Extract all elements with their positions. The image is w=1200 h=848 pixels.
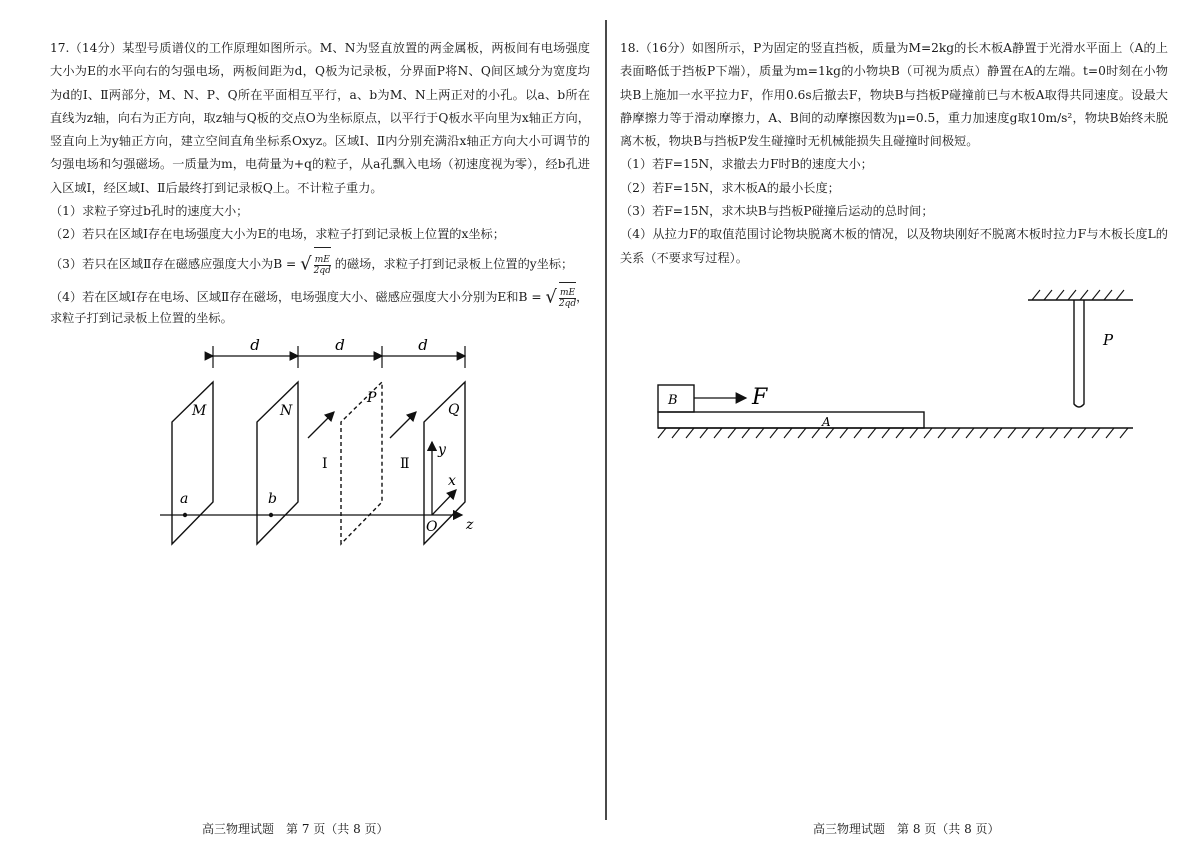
q18-sub4: （4）从拉力F的取值范围讨论物块脱离木板的情况，以及物块刚好不脱离木板时拉力F与木板长度L的关系（不要求写过程）。: [620, 227, 1168, 265]
q17-sub4-line2: 求粒子打到记录板上位置的坐标。: [50, 310, 233, 325]
plate-p: [341, 382, 382, 544]
label-p: P: [367, 390, 377, 406]
q17-stem: 17.（14分）某型号质谱仪的工作原理如图所示。M、N为竖直放置的两金属板，两板间有电场强度大小为E的水平向右的匀强电场，两板间距为d，Q板为记录板，分界面P将N、Q间区域分为宽度均为d的Ⅰ、Ⅱ两部分，M、N、P、Q所在平面相互平行，a、b为M、N上两正对的小孔。以a、b所在直线为z轴，向右为正方向，取z轴与Q板的交点O为坐标原点，以平行于Q板水平向里为x轴正方向，竖直向上为y轴正方向，建立空间直角坐标系Oxyz。区域Ⅰ、Ⅱ内分别充满沿x轴正方向大小可调节的匀强电场和匀强磁场。一质量为m，电荷量为+q的粒子，从a孔飘入电场（初速度视为零），经b孔进入区域Ⅰ，经区域Ⅰ、Ⅱ后最终打到记录板Q上。不计粒子重力。: [50, 41, 590, 195]
label-z: z: [466, 517, 474, 533]
dim-label-3: d: [418, 336, 428, 354]
ground-hatch: [658, 428, 1128, 438]
label-y: y: [438, 442, 446, 458]
ceiling-hatch: [1032, 290, 1124, 300]
hole-a: [183, 513, 187, 517]
q17-sub3: [50, 247, 590, 282]
label-q: Q: [448, 402, 460, 418]
sqrt-sign: √: [300, 253, 312, 275]
hole-b: [269, 513, 273, 517]
label-n: N: [280, 403, 293, 419]
q18-stem: 18.（16分）如图所示，P为固定的竖直挡板，质量为M=2kg的长木板A静置于光滑水平面上（A的上表面略低于挡板P下端），质量为m=1kg的小物块B（可视为质点）静置在A的左端。t=0时刻在小物块B上施加一水平拉力F，作用0.6s后撤去F，物块B与挡板P碰撞前已与木板A取得共同速度。设最大静摩擦力等于滑动摩擦力，A、B间的动摩擦因数为μ=0.5，重力加速度g取10m/s²，物块B始终未脱离木板，物块B与挡板P发生碰撞时无机械能损失且碰撞时间极短。: [620, 41, 1168, 149]
dim-label-1: d: [250, 336, 260, 354]
label-a: a: [180, 491, 189, 507]
q17-sub4-post: ，: [576, 289, 589, 304]
page-8: [608, 0, 1200, 848]
field-arrow-region-2: [390, 412, 416, 438]
footer-page-8: 高三物理试题 第 8 页（共 8 页）: [813, 822, 1000, 836]
formula-b-fraction: $\frac{mE}{2qd}$: [314, 247, 331, 282]
label-origin: O: [426, 519, 438, 535]
q17-sub1: （1）求粒子穿过b孔时的速度大小；: [50, 204, 249, 219]
q17-figure: [150, 330, 490, 555]
q17-sub3-post: 的磁场，求粒子打到记录板上位置的y坐标；: [334, 256, 574, 271]
formula-b-fraction: $\frac{mE}{2qd}$: [559, 282, 576, 313]
sqrt-sign: √: [545, 286, 557, 308]
q17-sub3-pre: （3）若只在区域Ⅱ存在磁感应强度大小为B =: [50, 256, 297, 271]
dim-label-2: d: [335, 336, 345, 354]
label-p: P: [1103, 331, 1114, 349]
q18-sub1: （1）若F=15N，求撤去力F时B的速度大小；: [620, 157, 873, 172]
region-1-label: Ⅰ: [322, 456, 328, 472]
label-b: b: [268, 491, 277, 507]
q18-sub3: （3）若F=15N，求木块B与挡板P碰撞后运动的总时间；: [620, 204, 934, 219]
label-x: x: [448, 473, 456, 489]
q17-sub2: （2）若只在区域Ⅰ存在电场强度大小为E的电场，求粒子打到记录板上位置的x坐标；: [50, 227, 505, 242]
region-2-label: Ⅱ: [400, 456, 410, 472]
q18-figure: [648, 280, 1148, 440]
baffle-p: [1074, 300, 1084, 407]
label-b: B: [668, 393, 678, 408]
q18-sub2: （2）若F=15N，求木板A的最小长度；: [620, 180, 840, 195]
question-17: [50, 37, 590, 330]
q17-sub4-pre: （4）若在区域Ⅰ存在电场、区域Ⅱ存在磁场，电场强度大小、磁感应强度大小分别为E和B =: [50, 289, 542, 304]
label-a: A: [822, 415, 831, 429]
field-arrow-region-1: [308, 412, 334, 438]
column-divider: [605, 20, 607, 820]
x-axis: [432, 490, 456, 515]
question-18: [620, 37, 1168, 270]
label-m: M: [192, 403, 207, 419]
label-f: F: [752, 385, 768, 410]
footer-page-7: 高三物理试题 第 7 页（共 8 页）: [202, 822, 389, 836]
board-a: [658, 412, 924, 428]
